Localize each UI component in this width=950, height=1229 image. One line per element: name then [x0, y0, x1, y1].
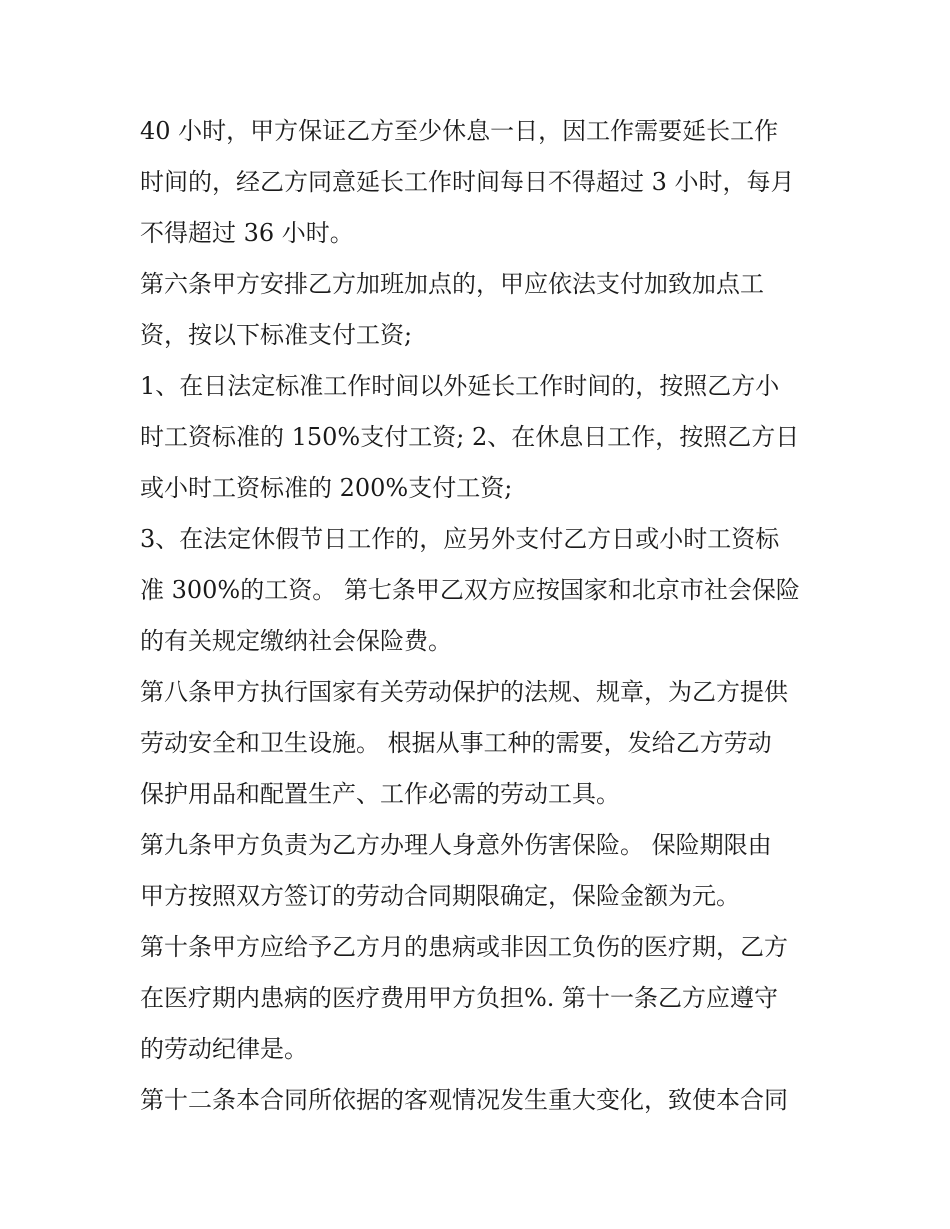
text-line: 第十二条本合同所依据的客观情况发生重大变化，致使本合同 [140, 1086, 788, 1114]
text-line: 3、在法定休假节日工作的，应另外支付乙方日或小时工资标 [140, 525, 780, 553]
text-line: 时工资标准的 150%支付工资; 2、在休息日工作，按照乙方日 [140, 423, 800, 451]
document-body [140, 106, 812, 1126]
text-line: 1、在日法定标准工作时间以外延长工作时间的，按照乙方小 [140, 372, 780, 400]
text-line: 40 小时，甲方保证乙方至少休息一日，因工作需要延长工作 [140, 117, 779, 145]
text-line: 保护用品和配置生产、工作必需的劳动工具。 [140, 780, 620, 808]
text-line: 在医疗期内患病的医疗费用甲方负担%. 第十一条乙方应遵守 [140, 984, 779, 1012]
text-line: 劳动安全和卫生设施。 根据从事工种的需要，发给乙方劳动 [140, 729, 772, 757]
text-line: 时间的，经乙方同意延长工作时间每日不得超过 3 小时，每月 [140, 168, 795, 196]
text-line: 第六条甲方安排乙方加班加点的，甲应依法支付加致加点工 [140, 270, 764, 298]
text-line: 第九条甲方负责为乙方办理人身意外伤害保险。 保险期限由 [140, 831, 772, 859]
text-line: 甲方按照双方签订的劳动合同期限确定，保险金额为元。 [140, 882, 740, 910]
text-line: 准 300%的工资。 第七条甲乙双方应按国家和北京市社会保险 [140, 576, 800, 604]
text-line: 或小时工资标准的 200%支付工资; [140, 474, 513, 502]
text-line: 的劳动纪律是。 [140, 1035, 308, 1063]
text-line: 第八条甲方执行国家有关劳动保护的法规、规章，为乙方提供 [140, 678, 788, 706]
text-line: 第十条甲方应给予乙方月的患病或非因工负伤的医疗期，乙方 [140, 933, 788, 961]
text-line: 资，按以下标准支付工资; [140, 321, 413, 349]
text-line: 的有关规定缴纳社会保险费。 [140, 627, 452, 655]
text-line: 不得超过 36 小时。 [140, 219, 354, 247]
